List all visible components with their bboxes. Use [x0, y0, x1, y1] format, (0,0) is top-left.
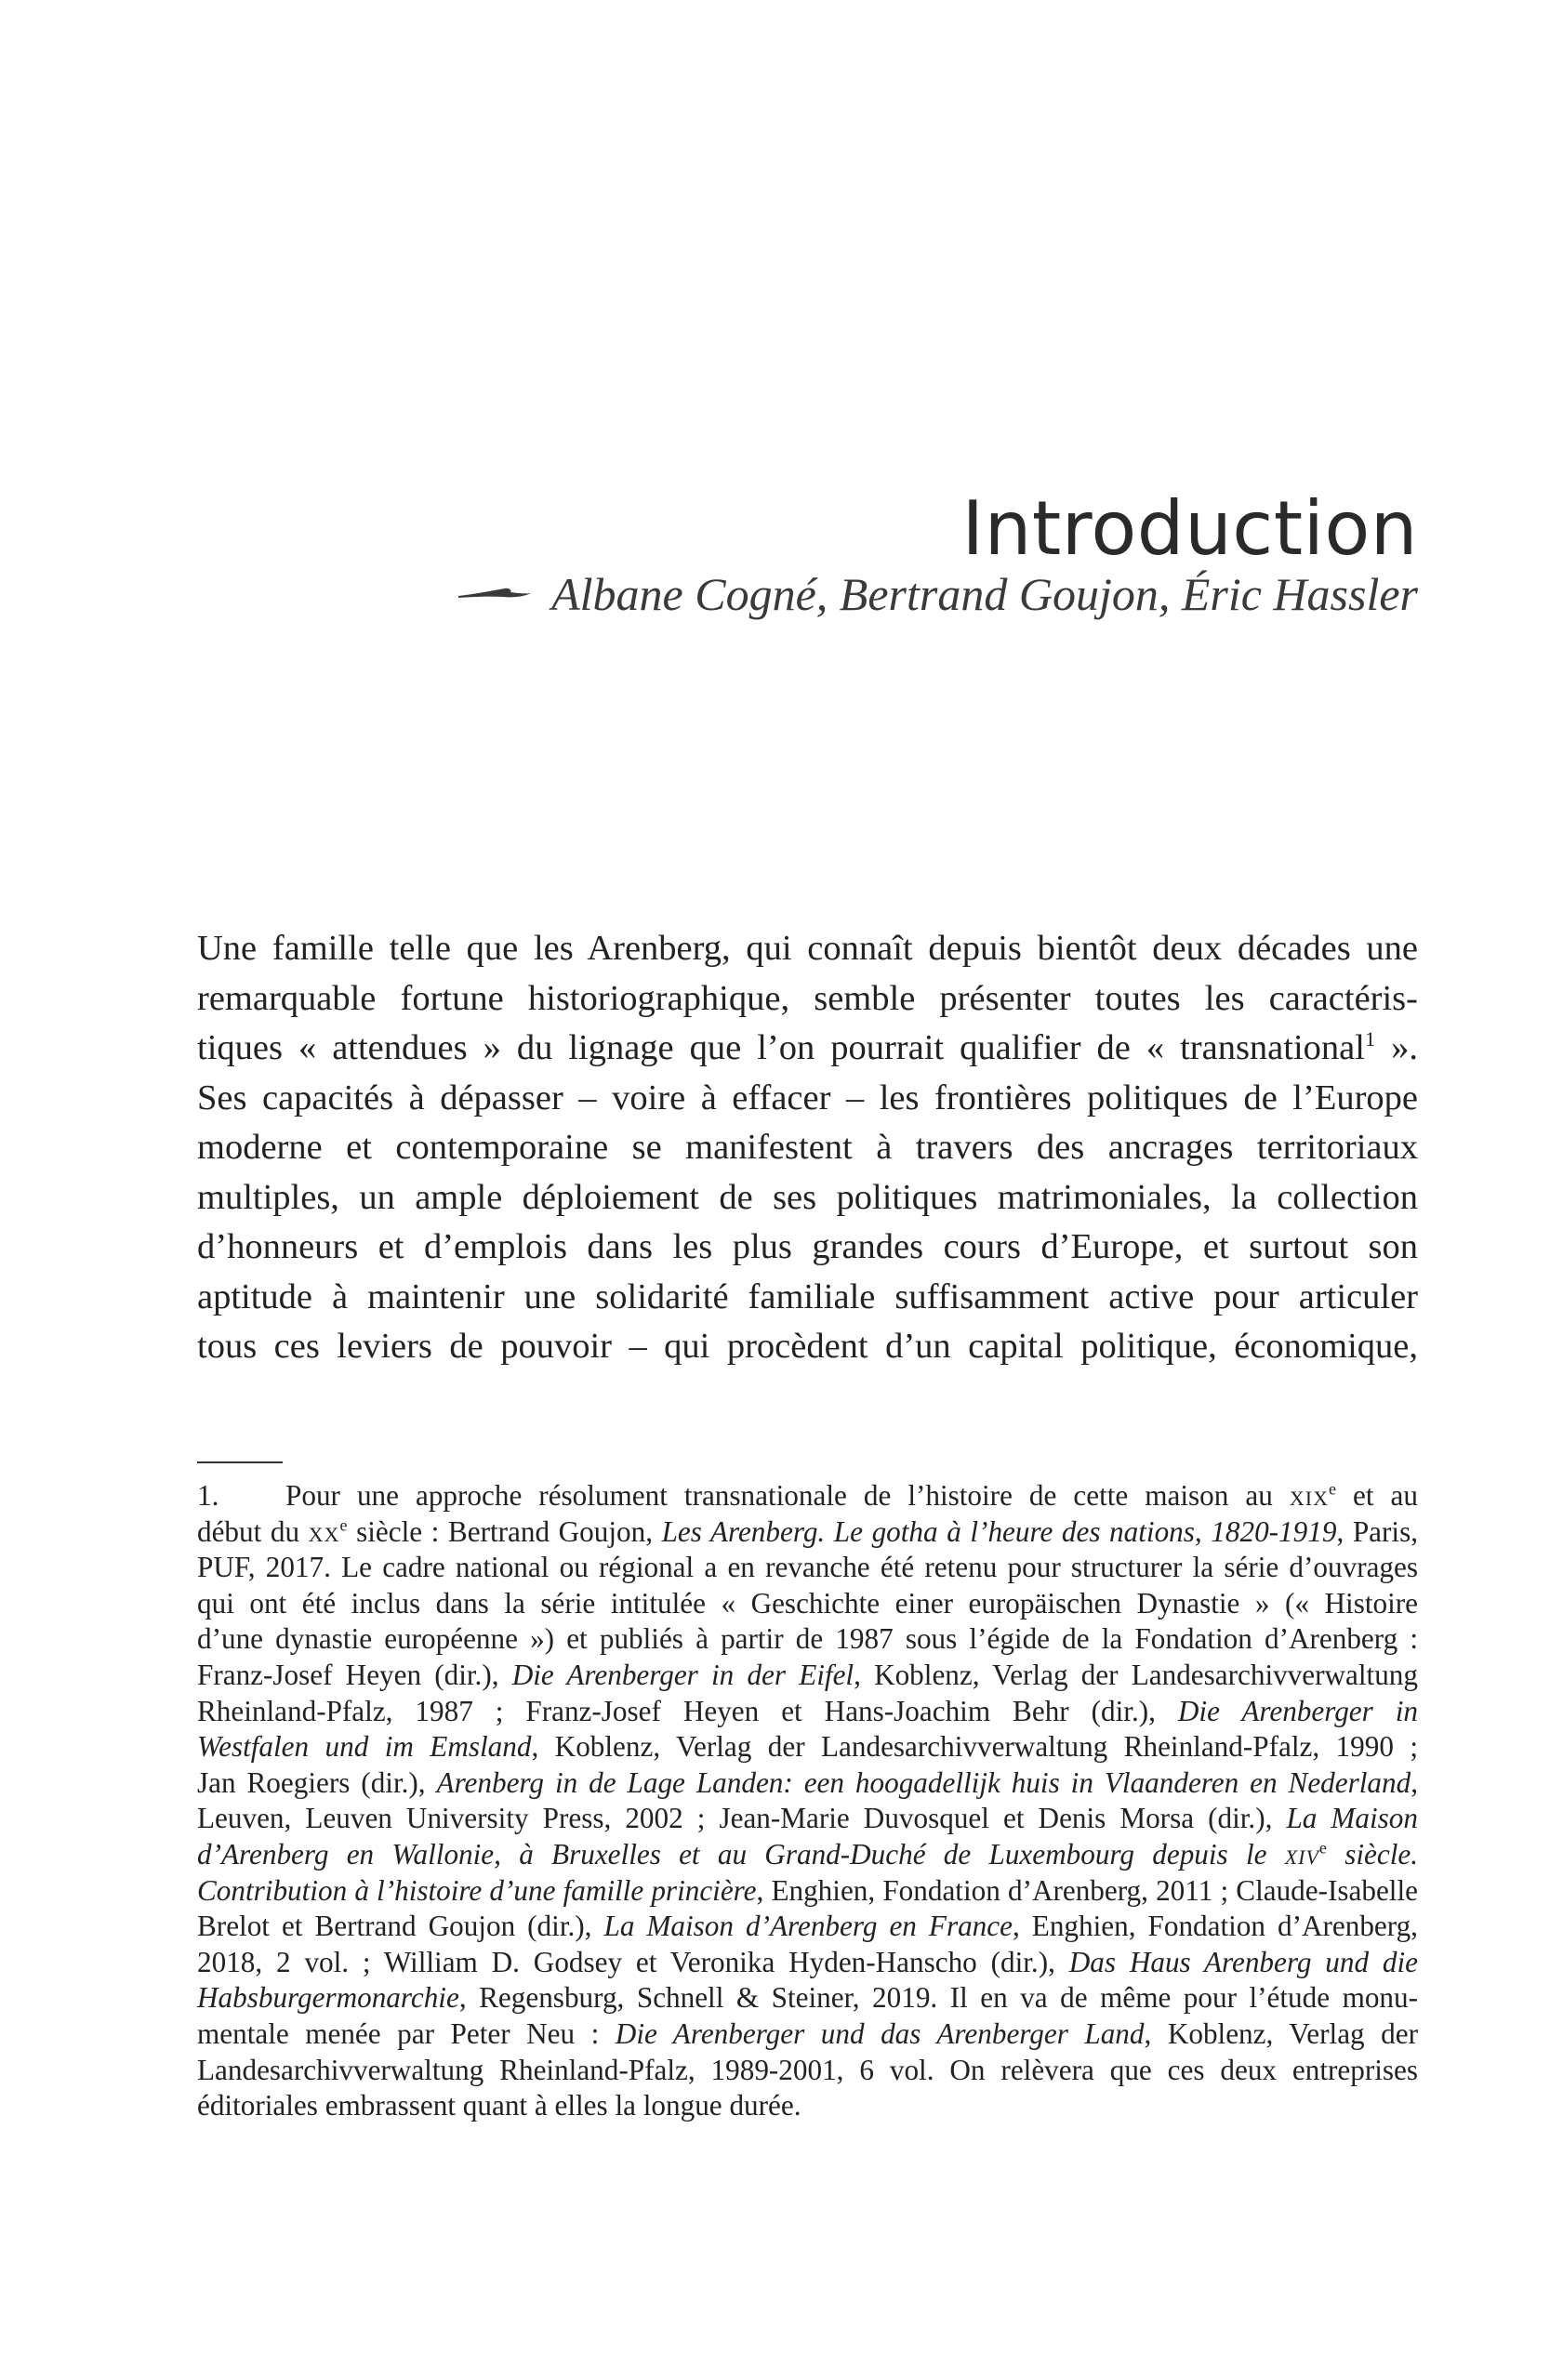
footnote-text: , Enghien, Fondation d’Arenberg, 2011 ; Claude-Isabelle [756, 1873, 1418, 1907]
century-numeral: xix [1289, 1479, 1329, 1512]
footnote-text: mentale menée par Peter Neu : [197, 2016, 616, 2050]
footnote-text: Leuven, Leuven University Press, 2002 ; Jean-Marie Duvosquel et Denis Morsa (dir.), [197, 1802, 1287, 1835]
book-title: Die Arenberger in [1177, 1694, 1418, 1727]
body-paragraph [197, 924, 1418, 1372]
footnote [197, 1478, 1418, 2124]
body-line: Ses capacités à dépasser – voire à effacer – les frontières politiques de l’Europe [197, 1078, 1418, 1117]
footnote-line [197, 1873, 1418, 1910]
book-title: d’Arenberg en Wallonie, à Bruxelles et au Grand-Duché de Luxembourg depuis le [197, 1837, 1285, 1871]
superscript: e [1318, 1838, 1327, 1858]
footnote-line: Landesarchivverwaltung Rheinland-Pfalz, 1989-2001, 6 vol. On relèvera que ces deux entreprises [197, 2053, 1418, 2086]
book-title: Westfalen und im Emsland [197, 1730, 532, 1764]
footnote-text: , Paris, [1336, 1514, 1418, 1548]
book-title: siècle. [1326, 1837, 1419, 1871]
body-line [197, 1024, 1418, 1074]
footnote-divider [197, 1461, 283, 1463]
footnote-line: PUF, 2017. Le cadre national ou régional a en revanche été retenu pour structurer la série d’ouvrages [197, 1551, 1418, 1584]
footnote-text: début du [197, 1514, 309, 1548]
footnote-line [197, 1694, 1418, 1730]
footnote-line [197, 1729, 1418, 1765]
chapter-authors-line [457, 567, 1418, 621]
book-title: Das Haus Arenberg und die [1068, 1945, 1418, 1978]
book-title: La Maison d’Arenberg en France [603, 1910, 1013, 1943]
book-title: La Maison [1286, 1802, 1418, 1835]
book-title: Contribution à l’histoire d’une famille princière [197, 1873, 757, 1907]
footnote-line [197, 1909, 1418, 1945]
book-title: Die Arenberger in der Eifel [511, 1658, 854, 1691]
footnote-line [197, 1514, 1418, 1551]
footnote-line: d’une dynastie européenne ») et publiés à partir de 1987 sous l’égide de la Fondation d’Arenberg : [197, 1622, 1418, 1656]
footnote-text: et au [1336, 1479, 1418, 1512]
footnote-text: Rheinland-Pfalz, 1987 ; Franz-Josef Heyen et Hans-Joachim Behr (dir.), [197, 1694, 1178, 1727]
footnote-line: qui ont été inclus dans la série intitulée « Geschichte einer europäischen Dynastie » (« Histoire [197, 1586, 1418, 1620]
book-title: Habsburgermonarchie [197, 1981, 459, 2015]
superscript: e [1328, 1479, 1336, 1499]
footnote-text: , Koblenz, Verlag der Landesarchivverwaltung Rheinland-Pfalz, 1990 ; [531, 1730, 1418, 1764]
body-line: moderne et contemporaine se manifestent à travers des ancrages territoriaux [197, 1128, 1418, 1167]
superscript: e [339, 1515, 348, 1535]
footnote-line: éditoriales embrassent quant à elles la longue durée. [197, 2089, 801, 2122]
century-numeral: xx [308, 1514, 340, 1548]
chapter-authors: Albane Cogné, Bertrand Goujon, Éric Hassler [551, 568, 1418, 620]
footnote-text: Pour une approche résolument transnationale de l’histoire de cette maison au [285, 1479, 1290, 1512]
footnote-line [197, 1478, 1418, 1514]
body-line: remarquable fortune historiographique, semble présenter toutes les caractéris- [197, 978, 1418, 1018]
body-line: d’honneurs et d’emplois dans les plus grandes cours d’Europe, et surtout son [197, 1227, 1418, 1266]
ornamental-dash-icon [457, 585, 533, 603]
footnote-line [197, 2016, 1418, 2053]
century-numeral: xiv [1284, 1837, 1319, 1871]
body-line: Une famille telle que les Arenberg, qui connaît depuis bientôt deux décades une [197, 929, 1418, 968]
footnote-text: , Koblenz, Verlag der [1144, 2016, 1418, 2050]
body-line: multiples, un ample déploiement de ses politiques matrimoniales, la collection [197, 1177, 1418, 1217]
footnote-text: siècle : Bertrand Goujon, [347, 1514, 662, 1548]
footnote-text: Jan Roegiers (dir.), [197, 1765, 437, 1799]
book-title: Die Arenberger und das Arenberger Land [615, 2016, 1145, 2050]
body-line-text: tiques « attendues » du lignage que l’on pourrait qualifier de « transnational [197, 1028, 1365, 1067]
footnote-text: , Regensburg, Schnell & Steiner, 2019. Il en va de même pour l’étude monu- [458, 1981, 1418, 2015]
footnote-reference[interactable]: 1 [1364, 1027, 1376, 1051]
book-title: Les Arenberg. Le gotha à l’heure des nations, 1820-1919 [661, 1514, 1337, 1548]
body-line: aptitude à maintenir une solidarité familiale suffisamment active pour articuler [197, 1276, 1418, 1316]
footnote-text: Franz-Josef Heyen (dir.), [197, 1658, 512, 1691]
footnote-line [197, 1801, 1418, 1837]
footnote-number: 1. [197, 1479, 219, 1512]
footnote-text: , [1411, 1765, 1418, 1799]
footnote-line [197, 1837, 1418, 1873]
footnote-line [197, 1945, 1418, 1981]
body-line-text: ». [1375, 1028, 1418, 1067]
footnote-text: 2018, 2 vol. ; William D. Godsey et Veronika Hyden-Hanscho (dir.), [197, 1945, 1069, 1978]
footnote-text: Brelot et Bertrand Goujon (dir.), [197, 1910, 604, 1943]
book-title: Arenberg in de Lage Landen: een hoogadellijk huis in Vlaanderen en Nederland [436, 1765, 1411, 1799]
footnote-text: , Koblenz, Verlag der Landesarchivverwaltung [854, 1658, 1418, 1691]
footnote-line [197, 1765, 1418, 1802]
footnote-line [197, 1980, 1418, 2016]
footnote-text: , Enghien, Fondation d’Arenberg, [1012, 1910, 1418, 1943]
body-line: tous ces leviers de pouvoir – qui procèdent d’un capital politique, économique, [197, 1327, 1418, 1366]
footnote-line [197, 1658, 1418, 1694]
chapter-title: Introduction [961, 484, 1418, 572]
